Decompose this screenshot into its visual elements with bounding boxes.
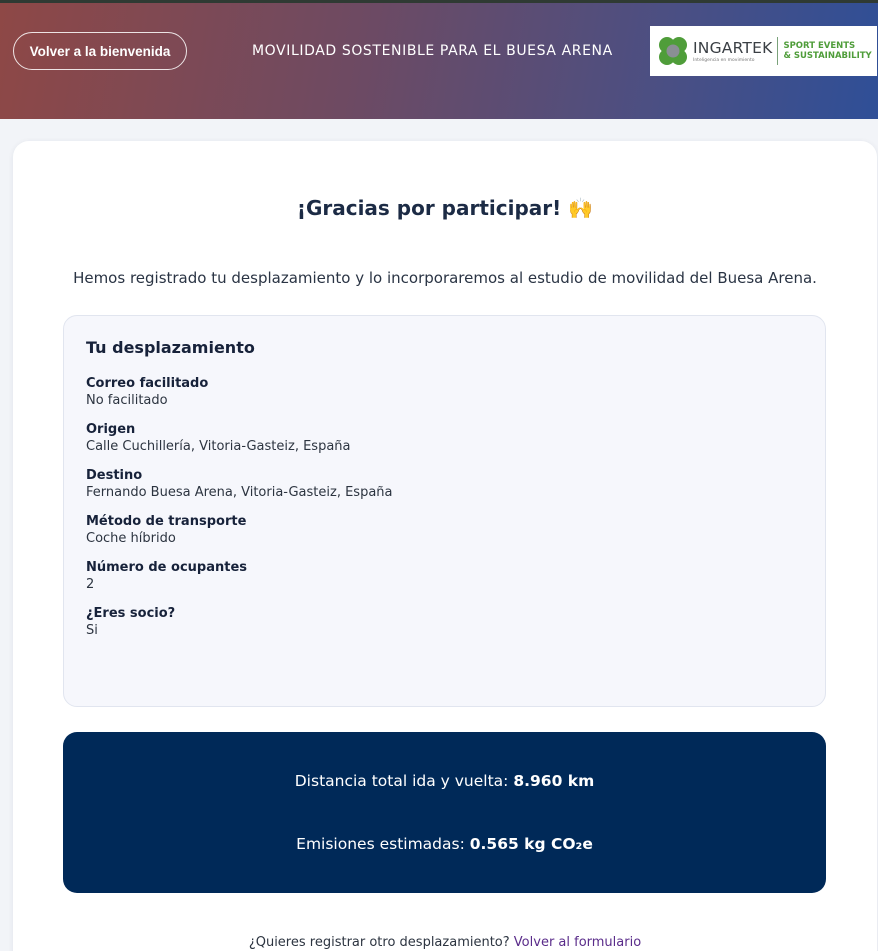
emissions-label: Emisiones estimadas: (296, 835, 465, 853)
logo-brand-name: INGARTEK (693, 39, 773, 57)
logo-subtitle-line2: & SUSTAINABILITY (783, 51, 872, 61)
page-header-title: MOVILIDAD SOSTENIBLE PARA EL BUESA ARENA (252, 43, 613, 59)
field-email (86, 375, 803, 410)
logo-subtitle (783, 41, 871, 61)
header-bar (0, 3, 878, 119)
field-label: ¿Eres socio? (86, 606, 176, 621)
field-label: Método de transporte (86, 514, 247, 529)
logo-brand-block (693, 39, 772, 63)
field-member (86, 605, 803, 640)
back-to-welcome-button[interactable]: Volver a la bienvenida (13, 32, 187, 70)
back-to-form-link[interactable]: Volver al formulario (513, 935, 642, 950)
field-occupants (86, 559, 803, 594)
trip-details-panel (63, 315, 826, 707)
field-value: Fernando Buesa Arena, Vitoria-Gasteiz, España (86, 485, 393, 500)
field-label: Destino (86, 468, 143, 483)
field-label: Número de ocupantes (86, 560, 248, 575)
thanks-title: ¡Gracias por participar! 🙌 (296, 196, 594, 220)
register-another-note (13, 935, 877, 950)
confirmation-message: Hemos registrado tu desplazamiento y lo incorporaremos al estudio de movilidad del Buesa Arena. (73, 269, 817, 287)
logo-tagline: Inteligencia en movimiento (693, 58, 755, 63)
logo-subtitle-line1: SPORT EVENTS (783, 41, 856, 51)
ingartek-logo (650, 26, 877, 76)
field-value: Calle Cuchillería, Vitoria-Gasteiz, España (86, 439, 351, 454)
field-value: No facilitado (86, 393, 168, 408)
field-label: Correo facilitado (86, 376, 209, 391)
ingartek-logo-icon (656, 34, 690, 68)
field-value: Coche híbrido (86, 531, 176, 546)
emissions-summary (63, 835, 826, 853)
emissions-value: 0.565 kg CO₂e (469, 835, 593, 853)
field-destination (86, 467, 803, 502)
logo-divider (777, 37, 778, 65)
field-label: Origen (86, 422, 136, 437)
confirmation-card (13, 141, 877, 951)
field-value: Si (86, 623, 98, 638)
distance-label: Distancia total ida y vuelta: (294, 772, 509, 790)
distance-value: 8.960 km (513, 772, 595, 790)
distance-summary (63, 772, 826, 790)
field-origin (86, 421, 803, 456)
register-another-question: ¿Quieres registrar otro desplazamiento? (248, 935, 510, 950)
results-summary-panel (63, 732, 826, 893)
trip-details-heading: Tu desplazamiento (86, 338, 255, 357)
field-transport-method (86, 513, 803, 548)
field-value: 2 (86, 577, 95, 592)
